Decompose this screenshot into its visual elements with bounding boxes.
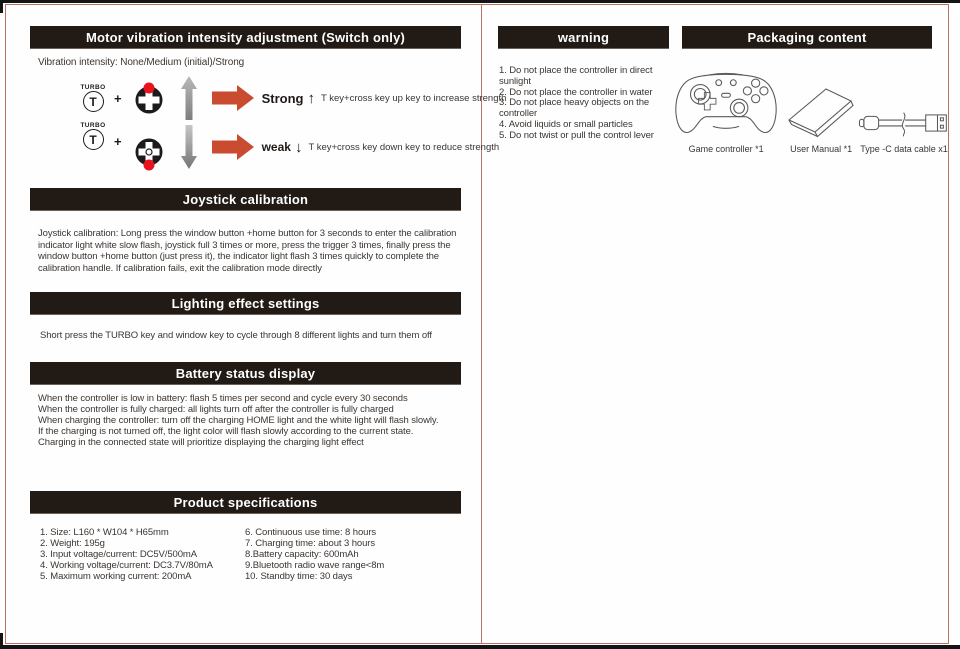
vibration-intensity-intro: Vibration intensity: None/Medium (initial)/Strong — [38, 57, 245, 68]
section-title: Motor vibration intensity adjustment (Switch only) — [85, 29, 406, 45]
text-line: window button +home button (just press it), the indicator light flash 3 times quickly to complete the — [38, 251, 439, 262]
packaging-item-controller — [668, 70, 784, 154]
section-title: Battery status display — [175, 365, 316, 381]
spec-item: 7. Charging time: about 3 hours — [245, 538, 375, 549]
text-line: Charging in the connected state will prioritize displaying the charging light effect — [38, 437, 364, 448]
dpad-up-icon — [132, 79, 166, 117]
t-key-icon: T — [83, 129, 104, 150]
spec-list-left — [40, 527, 213, 582]
spec-item: 9.Bluetooth radio wave range<8m — [245, 560, 385, 571]
text-line: Joystick calibration: Long press the window button +home button for 3 seconds to enter the calibration — [38, 228, 457, 239]
turbo-word-label: TURBO — [80, 84, 106, 91]
weak-row-description: T key+cross key down key to reduce strength — [308, 141, 500, 153]
up-arrow-glyph: ↑ — [307, 89, 315, 107]
turbo-button-icon — [76, 122, 110, 150]
warning-item: 5. Do not twist or pull the control lever — [499, 129, 654, 141]
warning-item: 3. Do not place heavy objects on the controller — [499, 97, 650, 120]
user-manual-icon — [785, 82, 857, 140]
packaging-item-manual — [784, 82, 858, 154]
warning-list — [499, 66, 671, 142]
gradient-up-arrow-icon — [180, 76, 198, 120]
packaging-item-cable — [858, 106, 950, 154]
gradient-down-arrow-icon — [180, 125, 198, 169]
type-c-cable-icon — [858, 106, 950, 140]
top-edge-strip — [0, 0, 960, 3]
bottom-edge-strip — [0, 645, 960, 649]
spec-item: 3. Input voltage/current: DC5V/500mA — [40, 549, 197, 560]
spec-item: 4. Working voltage/current: DC3.7V/80mA — [40, 560, 213, 571]
packaging-item-label: Type -C data cable x1 — [860, 144, 948, 154]
joystick-calibration-text — [38, 228, 456, 274]
packaging-items-row — [668, 68, 950, 154]
plus-sign: + — [114, 90, 122, 106]
scan-mark-bottom-left — [0, 633, 3, 646]
section-title: Lighting effect settings — [171, 295, 320, 311]
section-header-battery-status — [30, 362, 461, 384]
spec-item: 5. Maximum working current: 200mA — [40, 571, 192, 582]
section-title: Packaging content — [747, 29, 867, 45]
text-line: When the controller is fully charged: all lights turn off after the controller is fully charged — [38, 404, 394, 415]
turbo-button-icon — [76, 84, 110, 112]
section-header-product-specifications — [30, 491, 461, 513]
down-arrow-glyph: ↓ — [294, 138, 303, 156]
red-right-arrow-icon — [212, 85, 254, 111]
packaging-item-label: Game controller *1 — [688, 144, 764, 154]
plus-sign: + — [114, 134, 122, 149]
text-line: indicator light white slow flash, joystick full 3 times or more, press the trigger 3 times, finally press the — [38, 239, 451, 251]
section-header-packaging-content — [682, 26, 932, 48]
turbo-word-label: TURBO — [80, 122, 106, 129]
warning-item: 2. Do not place the controller in water — [499, 86, 653, 98]
lighting-effect-text: Short press the TURBO key and window key to cycle through 8 different lights and turn them off — [40, 330, 432, 341]
spec-item: 2. Weight: 195g — [40, 538, 105, 549]
section-title: Joystick calibration — [182, 191, 309, 207]
section-header-lighting-effect — [30, 292, 461, 314]
strength-label-weak: weak — [261, 140, 291, 154]
t-key-icon: T — [83, 91, 104, 112]
game-controller-icon — [670, 70, 782, 140]
spec-item: 8.Battery capacity: 600mAh — [245, 549, 359, 560]
warning-item: 4. Avoid liquids or small particles — [499, 118, 633, 130]
text-line: calibration handle. If calibration fails, exit the calibration mode directly — [38, 262, 322, 274]
packaging-item-label: User Manual *1 — [790, 144, 853, 154]
spec-item: 10. Standby time: 30 days — [245, 571, 353, 582]
section-header-motor-vibration — [30, 26, 461, 48]
spec-item: 6. Continuous use time: 8 hours — [245, 527, 377, 538]
warning-item: 1. Do not place the controller in direct sunlight — [499, 65, 653, 87]
vibration-row-weak — [76, 122, 499, 172]
spec-list-right — [245, 527, 384, 582]
scan-mark-top-left — [0, 0, 3, 13]
vibration-row-strong — [76, 76, 506, 120]
section-header-warning — [498, 26, 669, 48]
text-line: If the charging is not turned off, the light color will flash slowly according to the current state. — [38, 426, 414, 437]
section-title: warning — [557, 29, 610, 45]
section-header-joystick-calibration — [30, 188, 461, 210]
red-right-arrow-icon — [212, 134, 254, 160]
strong-row-description: T key+cross key up key to increase strength — [320, 92, 507, 104]
battery-status-text — [38, 393, 438, 448]
text-line: When charging the controller: turn off the charging HOME light and the white light will flash slowly. — [38, 415, 439, 426]
section-title: Product specifications — [173, 494, 318, 510]
text-line: When the controller is low in battery: flash 5 times per second and cycle every 30 seconds — [38, 393, 408, 404]
dpad-down-icon — [132, 135, 166, 173]
strength-label-strong: Strong — [261, 90, 304, 106]
spec-item: 1. Size: L160 * W104 * H65mm — [40, 527, 169, 538]
